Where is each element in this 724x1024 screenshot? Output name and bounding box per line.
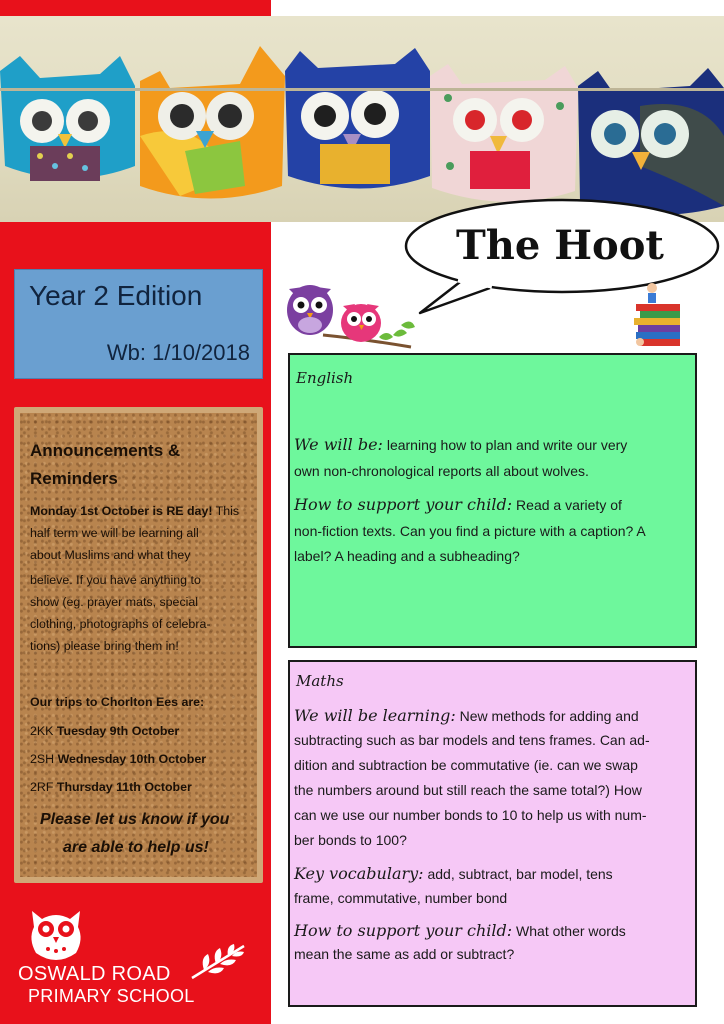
- english-we-text: learning how to plan and write our very: [382, 437, 628, 453]
- edition-box: [14, 269, 263, 379]
- re-day-line: [30, 504, 239, 518]
- bunting-string: [0, 88, 724, 91]
- maths-we-text: New methods for adding and: [455, 708, 639, 724]
- trip-date: Tuesday 9th October: [56, 724, 180, 738]
- trip-class: 2KK: [30, 724, 54, 738]
- purple-owl-icon: [287, 285, 333, 335]
- english-line: non-fiction texts. Can you find a picture with a caption? A: [294, 523, 646, 539]
- felt-owl-orange: [140, 46, 285, 199]
- maths-line: subtracting such as bar models and tens frames. Can ad-: [294, 732, 650, 748]
- announcements-board: [14, 407, 263, 883]
- school-name-line-2: PRIMARY SCHOOL: [28, 986, 195, 1006]
- trip-date: Wednesday 10th October: [57, 752, 207, 766]
- we-will-be-label: We will be:: [294, 435, 383, 454]
- school-name-line-1: OSWALD ROAD: [18, 963, 171, 985]
- trip-class: 2SH: [30, 752, 55, 766]
- maths-line: frame, commutative, number bond: [294, 890, 508, 906]
- announcement-line: tions) please bring them in!: [30, 639, 179, 653]
- maths-vocab-line: [294, 864, 613, 883]
- trip-date: Thursday 11th October: [56, 780, 192, 794]
- trips-heading: Our trips to Chorlton Ees are:: [30, 695, 205, 709]
- maths-line: dition and subtraction be commutative (ie. can we swap: [294, 757, 638, 773]
- felt-owl-blue: [285, 48, 430, 189]
- top-strip: [271, 0, 724, 16]
- maths-section: [288, 660, 697, 1007]
- maths-vocab-text: add, subtract, bar model, tens: [423, 866, 613, 882]
- announcement-line: show (eg. prayer mats, special: [30, 595, 199, 609]
- announcement-line: believe. If you have anything to: [30, 573, 201, 587]
- english-we-line: [294, 435, 627, 454]
- support-label: How to support your child:: [294, 921, 513, 940]
- edition-title: Year 2 Edition: [29, 280, 203, 311]
- english-heading: English: [296, 369, 354, 387]
- key-vocabulary-label: Key vocabulary:: [294, 864, 424, 883]
- trip-class: 2RF: [30, 780, 54, 794]
- trip-line: [30, 780, 192, 794]
- pink-owl-icon: [341, 304, 381, 342]
- trip-line: [30, 752, 206, 766]
- english-line: own non-chronological reports all about wolves.: [294, 463, 589, 479]
- maths-line: the numbers around but still reach the same total?) How: [294, 782, 642, 798]
- announcement-line: clothing, photographs of celebra-: [30, 617, 211, 631]
- maths-support-line: [294, 921, 626, 940]
- announcement-line: half term we will be learning all: [30, 526, 199, 540]
- maths-support-text: What other words: [512, 923, 626, 939]
- re-day-rest: This: [212, 504, 240, 518]
- maths-we-line: [294, 706, 639, 725]
- maths-line: ber bonds to 100?: [294, 832, 407, 848]
- support-label: How to support your child:: [294, 495, 513, 514]
- books-stack-illustration: [630, 280, 688, 352]
- cartoon-owls-illustration: [283, 277, 418, 355]
- school-owl-logo-icon: [26, 905, 86, 967]
- english-section: [288, 353, 697, 648]
- english-support-line: [294, 495, 622, 514]
- please-help-line-1: Please let us know if you: [40, 811, 230, 828]
- re-day-bold: Monday 1st October is RE day!: [30, 504, 213, 518]
- week-beginning: Wb: 1/10/2018: [106, 340, 250, 365]
- felt-owls: [0, 16, 724, 222]
- announcements-heading-2: Reminders: [30, 469, 118, 488]
- announcement-line: about Muslims and what they: [30, 548, 191, 562]
- announcements-heading-1: Announcements &: [30, 441, 181, 460]
- maths-heading: Maths: [296, 672, 344, 690]
- english-line: label? A heading and a subheading?: [294, 548, 520, 564]
- we-will-be-learning-label: We will be learning:: [294, 706, 456, 725]
- newsletter-title: The Hoot: [456, 222, 664, 269]
- english-support-text: Read a variety of: [512, 497, 622, 513]
- felt-owl-teal: [0, 56, 135, 181]
- please-help-line-2: are able to help us!: [63, 839, 209, 856]
- maths-line: can we use our number bonds to 10 to help us with num-: [294, 807, 647, 823]
- owl-banner-image: [0, 16, 724, 222]
- trip-line: [30, 724, 179, 738]
- felt-owl-pink: [430, 64, 578, 202]
- leaf-branch-icon: [190, 942, 246, 982]
- maths-line: mean the same as add or subtract?: [294, 946, 515, 962]
